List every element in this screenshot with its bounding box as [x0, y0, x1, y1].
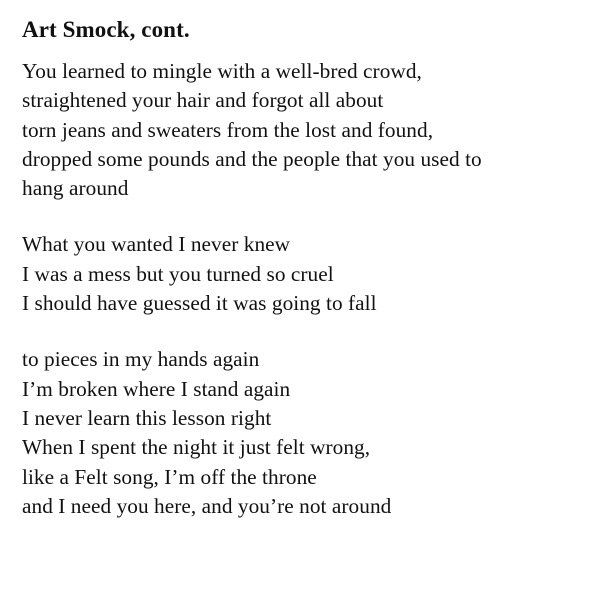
stanza-1 — [22, 57, 580, 203]
poem-line: and I need you here, and you’re not around — [22, 493, 392, 518]
poem-line: You learned to mingle with a well-bred crowd, — [22, 59, 422, 83]
stanza-2 — [22, 230, 580, 318]
poem-line: like a Felt song, I’m off the throne — [22, 464, 317, 489]
poem-line: dropped some pounds and the people that you used to — [22, 146, 482, 171]
poem-line: When I spent the night it just felt wrong, — [22, 435, 371, 460]
poem-line: I was a mess but you turned so cruel — [22, 261, 334, 286]
poem-line: I never learn this lesson right — [22, 405, 272, 430]
poem-line: What you wanted I never knew — [22, 232, 291, 257]
poem-line: I’m broken where I stand again — [22, 376, 291, 401]
poem-line: hang around — [22, 176, 129, 201]
poem-line: to pieces in my hands again — [22, 347, 260, 372]
poem-line: torn jeans and sweaters from the lost and found, — [22, 117, 434, 142]
poem-line: straightened your hair and forgot all about — [22, 88, 384, 113]
stanza-3 — [22, 345, 580, 521]
page-title: Art Smock, cont. — [22, 17, 190, 42]
poem-line: I should have guessed it was going to fall — [22, 291, 377, 316]
